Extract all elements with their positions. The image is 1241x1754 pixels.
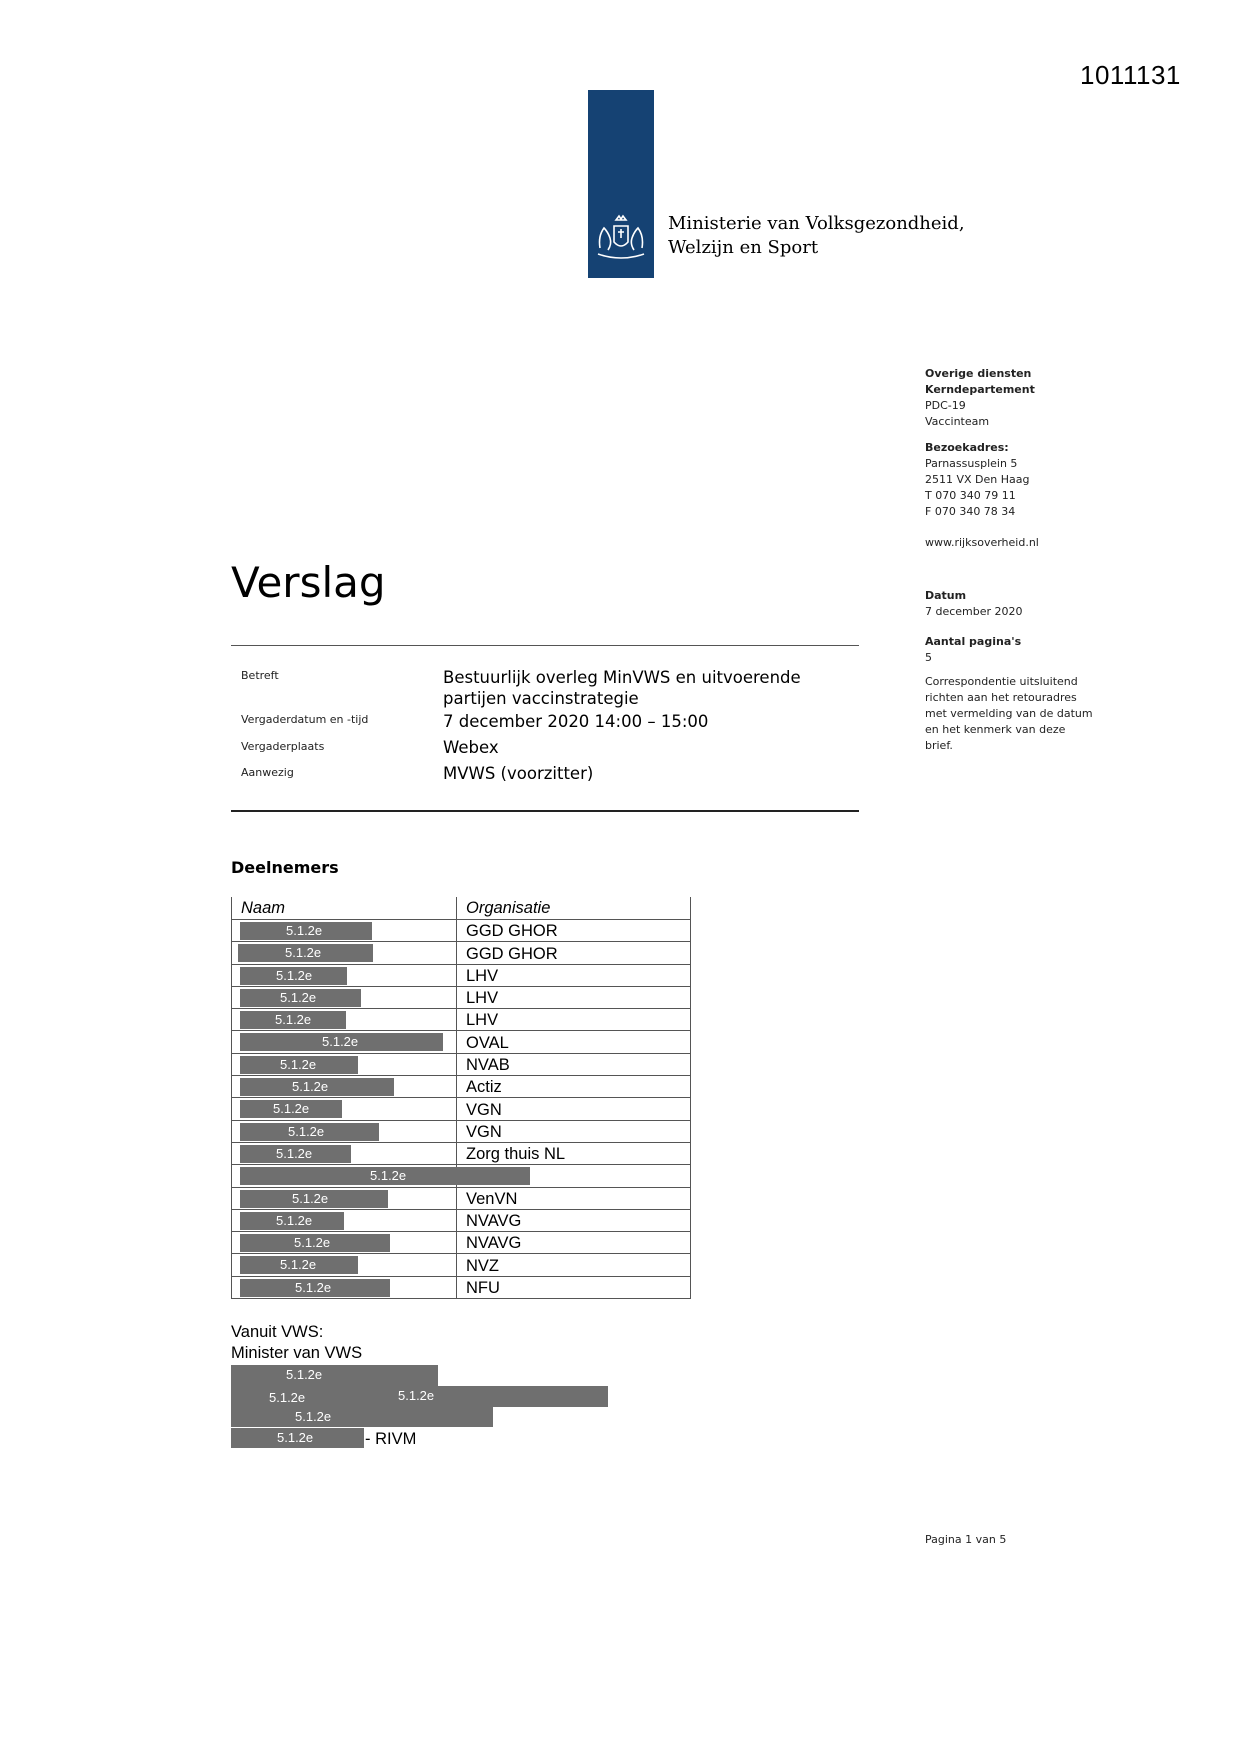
name-cell: [232, 1209, 457, 1231]
redaction-code: 5.1.2e: [292, 1079, 329, 1095]
redaction-box: [231, 1428, 364, 1448]
name-cell: [232, 1187, 457, 1209]
table-row: [232, 1165, 691, 1187]
place-label: Vergaderplaats: [241, 740, 325, 753]
redaction-code: 5.1.2e: [273, 1101, 310, 1117]
sender-org-2: Kerndepartement: [925, 383, 1035, 396]
redaction-box: [240, 1256, 358, 1274]
table-row: [232, 920, 691, 942]
sender-org-4: Vaccinteam: [925, 415, 990, 428]
redaction-code: 5.1.2e: [280, 1056, 317, 1072]
table-row: [232, 1142, 691, 1164]
redaction-box: [238, 944, 373, 962]
redaction-code: 5.1.2e: [276, 1212, 313, 1228]
organisation-cell: OVAL: [457, 1031, 691, 1053]
table-row: [232, 1187, 691, 1209]
sender-org-3: PDC-19: [925, 399, 966, 412]
table-row: [232, 1276, 691, 1298]
visit-address-label: Bezoekadres:: [925, 441, 1009, 454]
visit-postal: 2511 VX Den Haag: [925, 473, 1030, 486]
redaction-code: 5.1.2e: [286, 1367, 323, 1382]
sender-org-1: Overige diensten: [925, 367, 1032, 380]
document-number: 1011131: [1080, 60, 1181, 90]
table-row: [232, 942, 691, 964]
redaction-box: [240, 1078, 394, 1096]
divider-bottom: [231, 810, 859, 812]
table-row: [232, 1076, 691, 1098]
organisation-cell: Actiz: [457, 1076, 691, 1098]
name-cell: [232, 942, 457, 964]
column-header-organisation: Organisatie: [457, 897, 691, 920]
organisation-cell: NVZ: [457, 1254, 691, 1276]
ministry-name: [668, 212, 965, 260]
redaction-code: 5.1.2e: [269, 1390, 306, 1405]
redaction-code: 5.1.2e: [288, 1123, 325, 1139]
redaction-code: 5.1.2e: [276, 967, 313, 983]
redaction-code: 5.1.2e: [294, 1235, 331, 1251]
redaction-box: [240, 1279, 390, 1297]
redaction-box: [240, 1234, 390, 1252]
sender-block: [925, 366, 1035, 430]
redaction-box: [240, 1056, 358, 1074]
visit-phone: T 070 340 79 11: [925, 489, 1016, 502]
redaction-code: 5.1.2e: [398, 1388, 435, 1403]
participants-table: [231, 897, 691, 1299]
date-value: 7 december 2020: [925, 605, 1023, 618]
organisation-cell: GGD GHOR: [457, 920, 691, 942]
table-row: [232, 1209, 691, 1231]
redaction-box: [240, 1190, 388, 1208]
redaction-box: [240, 1011, 346, 1029]
note-line: Correspondentie uitsluitend: [925, 675, 1078, 688]
table-row: [232, 1053, 691, 1075]
note-line: met vermelding van de datum: [925, 707, 1093, 720]
present-label: Aanwezig: [241, 766, 294, 779]
redaction-box: [231, 1407, 493, 1427]
website-link[interactable]: www.rijksoverheid.nl: [925, 536, 1039, 549]
redaction-box: [240, 967, 347, 985]
organisation-cell: LHV: [457, 1009, 691, 1031]
organisation-cell: NFU: [457, 1276, 691, 1298]
table-row: [232, 1009, 691, 1031]
redaction-box: [240, 1123, 379, 1141]
redaction-code: 5.1.2e: [275, 1012, 312, 1028]
table-row: [232, 1254, 691, 1276]
column-header-name: Naam: [232, 897, 457, 920]
ministry-name-line2: Welzijn en Sport: [668, 237, 819, 258]
rivm-suffix: - RIVM: [365, 1430, 417, 1448]
redaction-box: [240, 922, 372, 940]
name-cell: [232, 964, 457, 986]
table-row: [232, 1098, 691, 1120]
vws-heading: Vanuit VWS:: [231, 1323, 324, 1341]
redaction-box: [240, 1167, 530, 1185]
vws-minister: Minister van VWS: [231, 1344, 363, 1362]
redaction-code: 5.1.2e: [280, 989, 317, 1005]
organisation-cell: GGD GHOR: [457, 942, 691, 964]
redaction-box: [240, 989, 361, 1007]
name-cell: [232, 1254, 457, 1276]
visit-street: Parnassusplein 5: [925, 457, 1018, 470]
pages-block: [925, 634, 1021, 666]
redaction-code: 5.1.2e: [292, 1190, 329, 1206]
pages-value: 5: [925, 651, 932, 664]
date-block: [925, 588, 1023, 620]
document-title: Verslag: [231, 558, 386, 607]
redaction-box: [231, 1386, 608, 1407]
organisation-cell: NVAVG: [457, 1209, 691, 1231]
visit-fax: F 070 340 78 34: [925, 505, 1016, 518]
organisation-cell: Zorg thuis NL: [457, 1142, 691, 1164]
date-label: Datum: [925, 589, 967, 602]
redaction-box: [240, 1212, 344, 1230]
participants-heading: Deelnemers: [231, 858, 339, 877]
datetime-value: 7 december 2020 14:00 – 15:00: [443, 712, 709, 731]
redaction-code: 5.1.2e: [277, 1430, 314, 1445]
redaction-box: [240, 1033, 443, 1051]
subject-value: Bestuurlijk overleg MinVWS en uitvoerende partijen vaccinstrategie: [443, 668, 801, 708]
note-line: en het kenmerk van deze: [925, 723, 1066, 736]
datetime-label: Vergaderdatum en -tijd: [241, 713, 369, 726]
table-row: [232, 1120, 691, 1142]
place-value: Webex: [443, 738, 499, 757]
name-cell: [232, 1009, 457, 1031]
note-line: richten aan het retouradres: [925, 691, 1077, 704]
redaction-code: 5.1.2e: [295, 1409, 332, 1424]
present-value: MVWS (voorzitter): [443, 764, 594, 783]
name-cell: [232, 920, 457, 942]
divider-top: [231, 645, 859, 646]
pages-label: Aantal pagina's: [925, 635, 1022, 648]
redaction-code: 5.1.2e: [276, 1145, 313, 1161]
name-cell: [232, 986, 457, 1008]
name-cell: [232, 1076, 457, 1098]
redaction-code: 5.1.2e: [322, 1034, 359, 1050]
table-row: [232, 1031, 691, 1053]
redaction-box: [231, 1365, 438, 1386]
redaction-code: 5.1.2e: [295, 1279, 332, 1295]
name-cell: [232, 1120, 457, 1142]
organisation-cell: LHV: [457, 964, 691, 986]
redaction-box: [240, 1100, 342, 1118]
organisation-cell: NVAB: [457, 1053, 691, 1075]
redaction-code: 5.1.2e: [370, 1168, 407, 1184]
table-row: [232, 986, 691, 1008]
organisation-cell: LHV: [457, 986, 691, 1008]
page-number: Pagina 1 van 5: [925, 1533, 1007, 1546]
correspondence-note: [925, 674, 1093, 754]
name-cell: [232, 1142, 457, 1164]
ministry-name-line1: Ministerie van Volksgezondheid,: [668, 213, 965, 234]
name-cell: [232, 1276, 457, 1298]
table-row: [232, 964, 691, 986]
redaction-code: 5.1.2e: [285, 945, 322, 961]
visit-address-block: [925, 440, 1030, 520]
organisation-cell: NVAVG: [457, 1232, 691, 1254]
organisation-cell: VGN: [457, 1098, 691, 1120]
name-cell: [232, 1098, 457, 1120]
name-cell: [232, 1053, 457, 1075]
organisation-cell: VenVN: [457, 1187, 691, 1209]
organisation-cell: VGN: [457, 1120, 691, 1142]
name-cell: [232, 1232, 457, 1254]
name-cell: [232, 1165, 457, 1187]
table-row: [232, 1232, 691, 1254]
name-cell: [232, 1031, 457, 1053]
subject-label: Betreft: [241, 669, 279, 682]
redaction-code: 5.1.2e: [286, 923, 323, 938]
royal-coat-of-arms-icon: [590, 208, 652, 264]
redaction-box: [240, 1145, 351, 1163]
note-line: brief.: [925, 739, 953, 752]
redaction-code: 5.1.2e: [280, 1257, 317, 1273]
